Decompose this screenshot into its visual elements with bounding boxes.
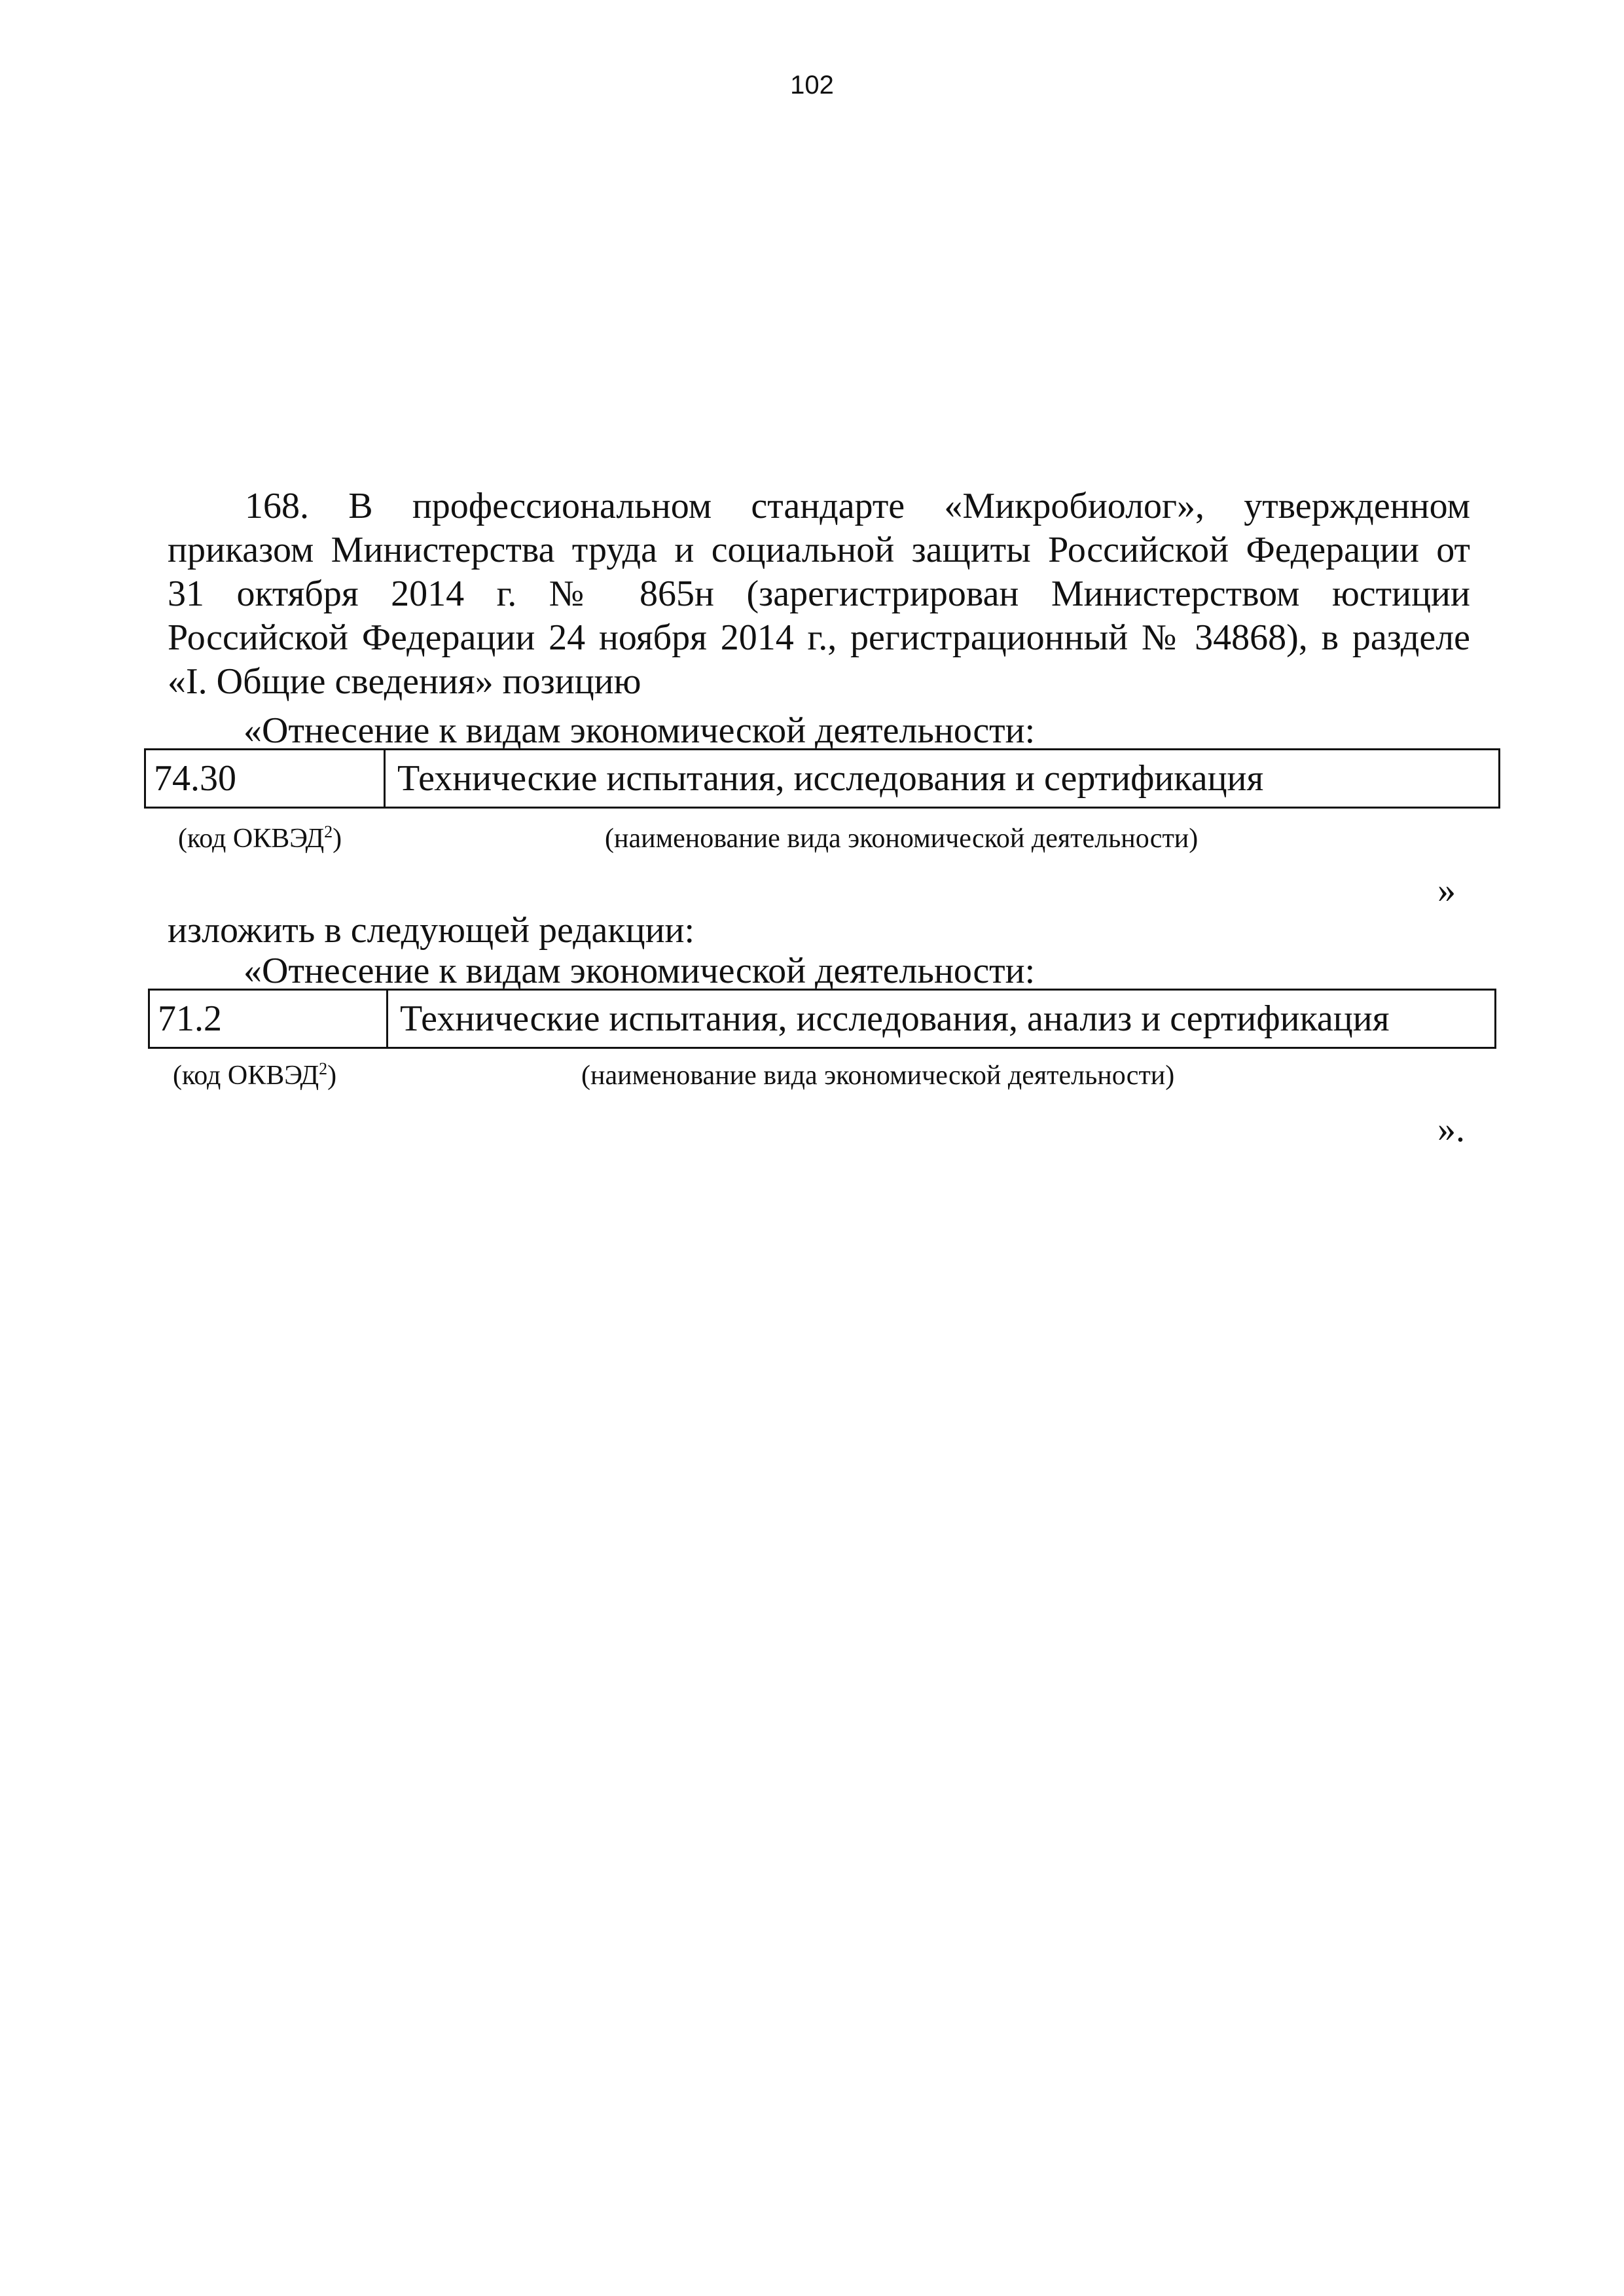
old-okved-name: Технические испытания, исследования и сертификация xyxy=(397,758,1264,799)
paragraph-line: 168. В профессиональном стандарте «Микробиолог», утвержденном xyxy=(245,486,1470,526)
paragraph-line: приказом Министерства труда и социальной защиты Российской Федерации от xyxy=(168,530,1470,570)
new-closing-quote: ». xyxy=(1437,1109,1465,1150)
footnote-marker: 2 xyxy=(324,822,333,841)
paragraph-line: Российской Федерации 24 ноября 2014 г., регистрационный № 34868), в разделе xyxy=(168,617,1470,658)
new-okved-table xyxy=(148,989,1496,1049)
caption-code-text: (код ОКВЭД xyxy=(173,1061,319,1091)
old-okved-code: 74.30 xyxy=(146,750,386,807)
new-caption-name: (наименование вида экономической деятельности) xyxy=(581,1061,1175,1091)
new-caption-code xyxy=(173,1059,336,1092)
caption-code-close: ) xyxy=(333,824,342,854)
paragraph-line: «I. Общие сведения» позицию xyxy=(168,661,641,702)
paragraph-line: 31 октября 2014 г. № 865н (зарегистрирован Министерством юстиции xyxy=(168,574,1470,614)
new-position-heading: «Отнесение к видам экономической деятельности: xyxy=(244,951,1036,991)
item-168-paragraph xyxy=(168,484,1470,704)
page-number: 102 xyxy=(790,71,834,100)
transition-text: изложить в следующей редакции: xyxy=(168,910,695,951)
old-caption-name: (наименование вида экономической деятельности) xyxy=(605,824,1199,854)
new-okved-code: 71.2 xyxy=(150,991,388,1047)
old-closing-quote: » xyxy=(1437,870,1456,911)
caption-code-text: (код ОКВЭД xyxy=(178,824,325,854)
footnote-marker: 2 xyxy=(319,1059,328,1078)
new-okved-name: Технические испытания, исследования, анализ и сертификация xyxy=(400,998,1390,1039)
old-position-heading: «Отнесение к видам экономической деятельности: xyxy=(244,710,1036,751)
caption-code-close: ) xyxy=(327,1061,337,1091)
old-okved-table xyxy=(144,748,1500,809)
old-caption-code xyxy=(178,822,342,855)
